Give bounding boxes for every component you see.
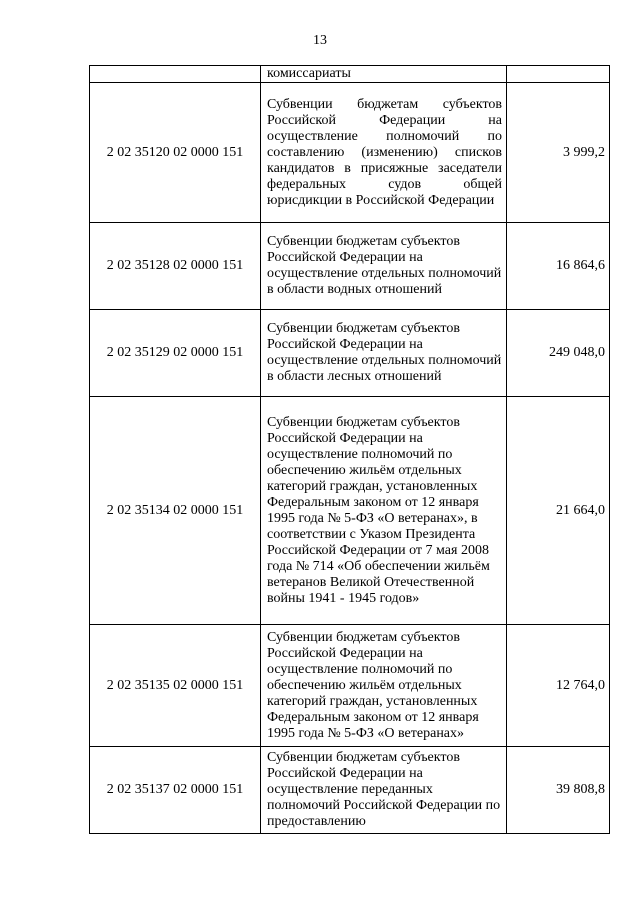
name-cell: Субвенции бюджетам субъектов Российской Федерации на осуществление полномочий по составлению (изменению) списков кандидатов в присяжные заседатели федеральных судов общей юрисдикции в Российской Федерации <box>261 83 507 223</box>
table-row <box>90 223 610 310</box>
name-cell: Субвенции бюджетам субъектов Российской Федерации на осуществление отдельных полномочий в области лесных отношений <box>261 310 507 397</box>
table-row <box>90 747 610 834</box>
code-cell: 2 02 35128 02 0000 151 <box>90 223 261 310</box>
table-row <box>90 310 610 397</box>
name-cell: Субвенции бюджетам субъектов Российской Федерации на осуществление переданных полномочий Российской Федерации по предоставлению <box>261 747 507 834</box>
page-number: 13 <box>313 33 327 48</box>
amount-cell: 12 764,0 <box>507 625 610 747</box>
code-cell: 2 02 35137 02 0000 151 <box>90 747 261 834</box>
name-cell: Субвенции бюджетам субъектов Российской Федерации на осуществление полномочий по обеспечению жильём отдельных категорий граждан, установленных Федеральным законом от 12 января 1995 года № 5-ФЗ «О ветеранах» <box>261 625 507 747</box>
code-cell: 2 02 35134 02 0000 151 <box>90 397 261 625</box>
name-cell: комиссариаты <box>261 66 507 83</box>
table-row <box>90 66 610 83</box>
code-cell: 2 02 35135 02 0000 151 <box>90 625 261 747</box>
amount-cell: 249 048,0 <box>507 310 610 397</box>
code-cell <box>90 66 261 83</box>
name-cell: Субвенции бюджетам субъектов Российской Федерации на осуществление полномочий по обеспечению жильём отдельных категорий граждан, установленных Федеральным законом от 12 января 1995 года № 5-ФЗ «О ветеранах», в соответствии с Указом Президента Российской Федерации от 7 мая 2008 года № 714 «Об обеспечении жильём ветеранов Великой Отечественной войны 1941 - 1945 годов» <box>261 397 507 625</box>
code-cell: 2 02 35129 02 0000 151 <box>90 310 261 397</box>
name-cell: Субвенции бюджетам субъектов Российской Федерации на осуществление отдельных полномочий в области водных отношений <box>261 223 507 310</box>
table-row <box>90 625 610 747</box>
amount-cell: 21 664,0 <box>507 397 610 625</box>
table-row <box>90 83 610 223</box>
amount-cell: 16 864,6 <box>507 223 610 310</box>
budget-table <box>89 65 610 834</box>
amount-cell <box>507 66 610 83</box>
code-cell: 2 02 35120 02 0000 151 <box>90 83 261 223</box>
amount-cell: 3 999,2 <box>507 83 610 223</box>
table-row <box>90 397 610 625</box>
amount-cell: 39 808,8 <box>507 747 610 834</box>
